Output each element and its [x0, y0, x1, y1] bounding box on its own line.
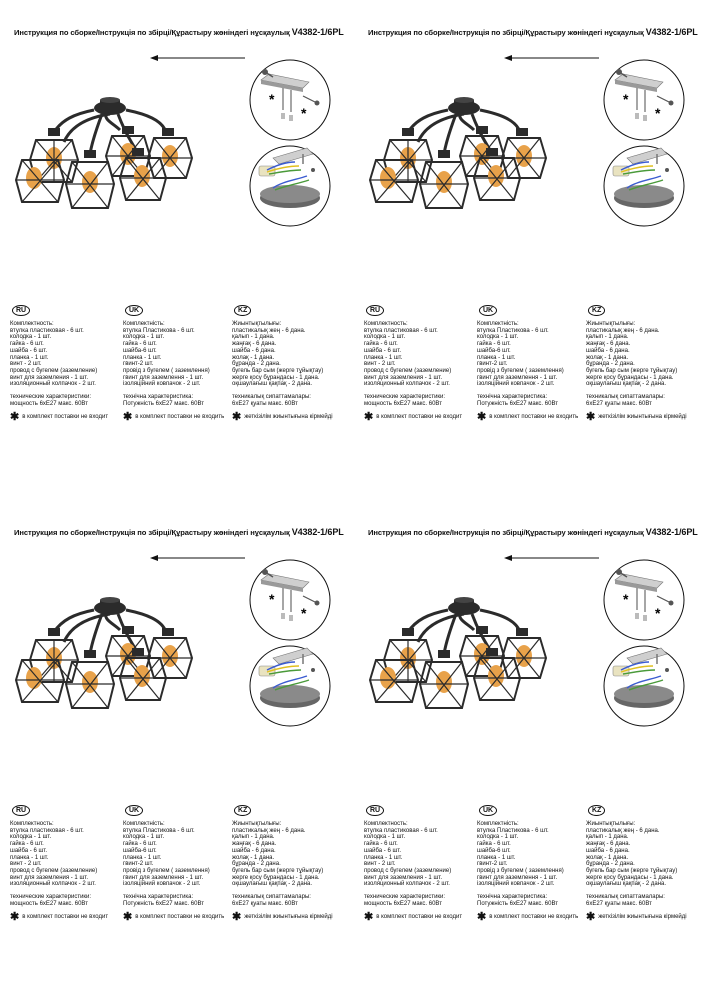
tech-heading: техникалық сипаттамалары:: [232, 894, 311, 901]
section-ru: [364, 305, 474, 424]
kit-heading: Комплектність:: [477, 821, 519, 827]
kit-item: жаңғақ - 6 дана.: [586, 841, 631, 848]
kit-heading: Комплектность:: [364, 321, 408, 327]
kit-item: пластикалық жең - 6 дана.: [586, 327, 660, 334]
kit-item: планка - 1 шт.: [123, 354, 162, 361]
kit-item: гайка - 6 шт.: [10, 841, 44, 848]
kit-item: шайба - 6 шт.: [364, 847, 402, 854]
language-badge-kz: KZ: [588, 305, 605, 316]
pointer-arrow: [504, 552, 599, 564]
pointer-arrow: [504, 52, 599, 64]
kit-item: провод с бугелем (заземление): [10, 367, 98, 374]
kit-item: шайба-6 шт.: [123, 347, 157, 354]
kit-item: провід з бугелем ( заземлення): [477, 367, 564, 374]
not-included-note: [477, 411, 589, 424]
model-number: V4382-1/6PL: [291, 27, 344, 37]
kit-item: бұранда - 2 дана.: [586, 361, 635, 368]
not-included-note: [10, 411, 120, 424]
section-ru: [10, 805, 120, 924]
kit-item: винт для заземления - 1 шт.: [364, 374, 443, 381]
kit-item: гайка - 6 шт.: [364, 341, 398, 348]
tech-value: мощность 6хЕ27 макс. 60Вт: [10, 400, 88, 407]
shade-right-back: [502, 128, 546, 178]
star-mark: *: [269, 591, 275, 607]
not-included-note: [364, 911, 474, 924]
section-uk: [123, 305, 235, 424]
note-text: в комплект поставки не входит: [376, 914, 463, 921]
star-icon: ✱: [364, 911, 374, 924]
kit-item: шайба - 6 дана.: [586, 847, 630, 854]
kit-item: шайба - 6 дана.: [232, 347, 276, 354]
kit-item: қалып - 1 дана.: [232, 834, 275, 841]
section-uk: [477, 805, 589, 924]
tech-value: мощность 6хЕ27 макс. 60Вт: [364, 400, 442, 407]
kit-item: жаңғақ - 6 дана.: [232, 841, 277, 848]
star-mark: *: [655, 105, 661, 121]
kit-item: винт для заземления - 1 шт.: [10, 874, 89, 881]
tech-heading: техникалық сипаттамалары:: [586, 894, 665, 901]
note-text: жеткізілім жиынтығына кірмейді: [598, 914, 687, 921]
tech-value: Потужність 6хЕ27 макс. 60Вт: [123, 400, 204, 407]
kit-item: винт для заземления - 1 шт.: [10, 374, 89, 381]
kit-item: жерге қосу бұрандасы - 1 дана.: [232, 374, 320, 381]
star-mark: *: [655, 605, 661, 621]
kit-item: бугель бар сым (жерге тұйықтау): [586, 867, 678, 874]
kit-item: пластикалық жең - 6 дана.: [232, 827, 306, 834]
kit-item: гайка - 6 шт.: [477, 841, 511, 848]
chandelier-illustration: [14, 80, 199, 230]
kit-item: планка - 1 шт.: [123, 854, 162, 861]
kit-item: провід з бугелем ( заземлення): [477, 867, 564, 874]
kit-item: шайба-6 шт.: [477, 847, 511, 854]
section-uk: [123, 805, 235, 924]
kit-item: шайба - 6 дана.: [586, 347, 630, 354]
star-mark: *: [301, 105, 307, 121]
kit-item: втулка Пластикова - 6 шт.: [123, 327, 195, 334]
kit-item: жолақ - 1 дана.: [586, 854, 629, 861]
kit-item: гайка - 6 шт.: [123, 341, 157, 348]
tech-value: Потужність 6хЕ27 макс. 60Вт: [477, 400, 558, 407]
not-included-note: [232, 911, 350, 924]
section-uk: [477, 305, 589, 424]
kit-item: бұранда - 2 дана.: [232, 861, 281, 868]
mounting-detail: [597, 58, 691, 228]
kit-heading: Жиынтықтылығы:: [232, 821, 282, 827]
shade-right-back: [148, 128, 192, 178]
kit-item: ізоляційний ковпачок - 2 шт.: [477, 381, 555, 388]
tech-heading: технические характеристики:: [364, 394, 446, 401]
not-included-note: [10, 911, 120, 924]
title-text: Инструкция по сборке/Інструкція по збірці/Құрастыру жөніндегі нұсқаулық: [14, 28, 292, 37]
tech-value: мощность 6хЕ27 макс. 60Вт: [364, 900, 442, 907]
kit-item: винт - 2 шт.: [364, 361, 396, 368]
star-icon: ✱: [364, 411, 374, 424]
kit-item: втулка пластиковая - 6 шт.: [10, 827, 84, 834]
kit-item: гвинт-2 шт.: [123, 861, 154, 868]
kit-item: пластикалық жең - 6 дана.: [232, 327, 306, 334]
kit-item: планка - 1 шт.: [477, 854, 516, 861]
kit-item: изоляционный колпачок - 2 шт.: [10, 881, 96, 888]
chandelier-illustration: [368, 80, 553, 230]
section-kz: [232, 305, 350, 424]
kit-item: жаңғақ - 6 дана.: [232, 341, 277, 348]
kit-item: колодка - 1 шт.: [364, 334, 406, 341]
kit-item: бугель бар сым (жерге тұйықтау): [232, 367, 324, 374]
tech-heading: технические характеристики:: [364, 894, 446, 901]
star-mark: *: [623, 91, 629, 107]
kit-item: пластикалық жең - 6 дана.: [586, 827, 660, 834]
kit-item: винт - 2 шт.: [10, 861, 42, 868]
tech-value: Потужність 6хЕ27 макс. 60Вт: [477, 900, 558, 907]
kit-item: оқшаулағыш қақпақ - 2 дана.: [586, 881, 667, 888]
kit-item: гайка - 6 шт.: [123, 841, 157, 848]
sheet-title: [368, 27, 698, 37]
section-kz: [586, 305, 704, 424]
kit-item: винт - 2 шт.: [364, 861, 396, 868]
kit-item: қалып - 1 дана.: [232, 334, 275, 341]
kit-item: втулка Пластикова - 6 шт.: [123, 827, 195, 834]
kit-item: гвинт для заземлення - 1 шт.: [123, 374, 204, 381]
tech-value: 6хЕ27 қуаты макс. 60Вт: [232, 900, 298, 907]
kit-item: провод с бугелем (заземление): [10, 867, 98, 874]
kit-item: провід з бугелем ( заземлення): [123, 367, 210, 374]
tech-heading: техникалық сипаттамалары:: [232, 394, 311, 401]
model-number: V4382-1/6PL: [645, 27, 698, 37]
instruction-sheet-top-left: [0, 0, 353, 500]
language-badge-ru: RU: [366, 805, 384, 816]
language-badge-uk: UK: [125, 305, 143, 316]
kit-item: втулка Пластикова - 6 шт.: [477, 827, 549, 834]
tech-heading: технічна характеристика:: [123, 394, 194, 401]
not-included-note: [586, 911, 704, 924]
sheet-title: [14, 527, 344, 537]
kit-item: колодка - 1 шт.: [10, 334, 52, 341]
tech-heading: технічна характеристика:: [477, 894, 548, 901]
model-number: V4382-1/6PL: [645, 527, 698, 537]
language-badge-uk: UK: [479, 305, 497, 316]
language-badge-kz: KZ: [588, 805, 605, 816]
note-text: жеткізілім жиынтығына кірмейді: [244, 914, 333, 921]
chandelier-illustration: [14, 580, 199, 730]
star-icon: ✱: [232, 911, 242, 924]
star-icon: ✱: [477, 911, 487, 924]
kit-item: жерге қосу бұрандасы - 1 дана.: [586, 874, 674, 881]
kit-item: планка - 1 шт.: [364, 854, 403, 861]
note-text: жеткізілім жиынтығына кірмейді: [598, 414, 687, 421]
kit-heading: Комплектність:: [123, 821, 165, 827]
kit-item: планка - 1 шт.: [364, 354, 403, 361]
tech-heading: технические характеристики:: [10, 394, 92, 401]
kit-item: провод с бугелем (заземление): [364, 367, 452, 374]
mounting-detail: [597, 558, 691, 728]
kit-heading: Комплектність:: [123, 321, 165, 327]
kit-item: жолақ - 1 дана.: [232, 354, 275, 361]
star-icon: ✱: [123, 911, 133, 924]
kit-item: винт для заземления - 1 шт.: [364, 874, 443, 881]
star-icon: ✱: [586, 911, 596, 924]
kit-item: бұранда - 2 дана.: [232, 361, 281, 368]
kit-item: провід з бугелем ( заземлення): [123, 867, 210, 874]
star-icon: ✱: [123, 411, 133, 424]
not-included-note: [123, 411, 235, 424]
kit-item: изоляционный колпачок - 2 шт.: [364, 381, 450, 388]
kit-item: ізоляційний ковпачок - 2 шт.: [123, 381, 201, 388]
shade-right-back: [502, 628, 546, 678]
star-mark: *: [269, 91, 275, 107]
kit-heading: Жиынтықтылығы:: [586, 321, 636, 327]
kit-item: колодка - 1 шт.: [123, 834, 165, 841]
kit-item: қалып - 1 дана.: [586, 834, 629, 841]
kit-heading: Комплектность:: [10, 321, 54, 327]
kit-item: жолақ - 1 дана.: [232, 854, 275, 861]
sheet-title: [14, 27, 344, 37]
language-badge-ru: RU: [366, 305, 384, 316]
kit-item: колодка - 1 шт.: [364, 834, 406, 841]
note-text: в комплект поставки не входить: [489, 914, 579, 921]
note-text: в комплект поставки не входит: [22, 914, 109, 921]
instruction-sheet-bottom-right: [354, 500, 707, 1000]
instruction-sheet-bottom-left: [0, 500, 353, 1000]
kit-item: втулка Пластикова - 6 шт.: [477, 327, 549, 334]
language-badge-kz: KZ: [234, 305, 251, 316]
kit-item: изоляционный колпачок - 2 шт.: [364, 881, 450, 888]
title-text: Инструкция по сборке/Інструкція по збірці/Құрастыру жөніндегі нұсқаулық: [14, 528, 292, 537]
kit-heading: Жиынтықтылығы:: [586, 821, 636, 827]
mounting-detail: [243, 558, 337, 728]
section-ru: [10, 305, 120, 424]
kit-item: оқшаулағыш қақпақ - 2 дана.: [232, 881, 313, 888]
language-badge-uk: UK: [479, 805, 497, 816]
kit-heading: Жиынтықтылығы:: [232, 321, 282, 327]
kit-item: жерге қосу бұрандасы - 1 дана.: [232, 874, 320, 881]
tech-value: Потужність 6хЕ27 макс. 60Вт: [123, 900, 204, 907]
kit-item: қалып - 1 дана.: [586, 334, 629, 341]
kit-item: шайба-6 шт.: [477, 347, 511, 354]
kit-item: планка - 1 шт.: [10, 354, 49, 361]
title-text: Инструкция по сборке/Інструкція по збірці/Құрастыру жөніндегі нұсқаулық: [368, 28, 646, 37]
note-text: в комплект поставки не входит: [22, 414, 109, 421]
kit-item: провод с бугелем (заземление): [364, 867, 452, 874]
tech-value: 6хЕ27 қуаты макс. 60Вт: [586, 400, 652, 407]
language-badge-uk: UK: [125, 805, 143, 816]
kit-item: шайба-6 шт.: [123, 847, 157, 854]
kit-item: жерге қосу бұрандасы - 1 дана.: [586, 374, 674, 381]
kit-item: жолақ - 1 дана.: [586, 354, 629, 361]
kit-item: втулка пластиковая - 6 шт.: [10, 327, 84, 334]
not-included-note: [477, 911, 589, 924]
kit-item: гвинт-2 шт.: [123, 361, 154, 368]
kit-item: шайба - 6 дана.: [232, 847, 276, 854]
kit-item: бұранда - 2 дана.: [586, 861, 635, 868]
section-ru: [364, 805, 474, 924]
note-text: в комплект поставки не входить: [135, 914, 225, 921]
star-icon: ✱: [232, 411, 242, 424]
chandelier-illustration: [368, 580, 553, 730]
instruction-sheet-top-right: [354, 0, 707, 500]
kit-item: шайба - 6 шт.: [364, 347, 402, 354]
kit-heading: Комплектність:: [477, 321, 519, 327]
tech-heading: технічна характеристика:: [123, 894, 194, 901]
kit-item: жаңғақ - 6 дана.: [586, 341, 631, 348]
star-mark: *: [301, 605, 307, 621]
kit-heading: Комплектность:: [364, 821, 408, 827]
tech-value: мощность 6хЕ27 макс. 60Вт: [10, 900, 88, 907]
star-icon: ✱: [10, 411, 20, 424]
section-kz: [232, 805, 350, 924]
tech-heading: техникалық сипаттамалары:: [586, 394, 665, 401]
kit-item: колодка - 1 шт.: [477, 834, 519, 841]
kit-item: гвинт для заземлення - 1 шт.: [477, 874, 558, 881]
kit-item: гвинт для заземлення - 1 шт.: [123, 874, 204, 881]
kit-item: втулка пластиковая - 6 шт.: [364, 827, 438, 834]
kit-item: оқшаулағыш қақпақ - 2 дана.: [586, 381, 667, 388]
model-number: V4382-1/6PL: [291, 527, 344, 537]
not-included-note: [586, 411, 704, 424]
kit-item: колодка - 1 шт.: [10, 834, 52, 841]
language-badge-ru: RU: [12, 805, 30, 816]
kit-item: изоляционный колпачок - 2 шт.: [10, 381, 96, 388]
not-included-note: [123, 911, 235, 924]
star-icon: ✱: [10, 911, 20, 924]
kit-item: винт - 2 шт.: [10, 361, 42, 368]
sheet-title: [368, 527, 698, 537]
note-text: в комплект поставки не входить: [489, 414, 579, 421]
kit-item: колодка - 1 шт.: [477, 334, 519, 341]
kit-item: гвинт-2 шт.: [477, 361, 508, 368]
language-badge-kz: KZ: [234, 805, 251, 816]
pointer-arrow: [150, 52, 245, 64]
kit-heading: Комплектность:: [10, 821, 54, 827]
section-kz: [586, 805, 704, 924]
star-mark: *: [623, 591, 629, 607]
pointer-arrow: [150, 552, 245, 564]
star-icon: ✱: [586, 411, 596, 424]
not-included-note: [364, 411, 474, 424]
mounting-detail: [243, 58, 337, 228]
kit-item: шайба - 6 шт.: [10, 847, 48, 854]
kit-item: гайка - 6 шт.: [10, 341, 44, 348]
star-icon: ✱: [477, 411, 487, 424]
note-text: жеткізілім жиынтығына кірмейді: [244, 414, 333, 421]
kit-item: гайка - 6 шт.: [364, 841, 398, 848]
kit-item: ізоляційний ковпачок - 2 шт.: [123, 881, 201, 888]
tech-heading: технические характеристики:: [10, 894, 92, 901]
note-text: в комплект поставки не входит: [376, 414, 463, 421]
kit-item: планка - 1 шт.: [10, 854, 49, 861]
kit-item: бугель бар сым (жерге тұйықтау): [232, 867, 324, 874]
kit-item: гвинт для заземлення - 1 шт.: [477, 374, 558, 381]
language-badge-ru: RU: [12, 305, 30, 316]
tech-value: 6хЕ27 қуаты макс. 60Вт: [232, 400, 298, 407]
tech-heading: технічна характеристика:: [477, 394, 548, 401]
kit-item: гвинт-2 шт.: [477, 861, 508, 868]
kit-item: бугель бар сым (жерге тұйықтау): [586, 367, 678, 374]
kit-item: втулка пластиковая - 6 шт.: [364, 327, 438, 334]
shade-right-back: [148, 628, 192, 678]
kit-item: ізоляційний ковпачок - 2 шт.: [477, 881, 555, 888]
kit-item: оқшаулағыш қақпақ - 2 дана.: [232, 381, 313, 388]
not-included-note: [232, 411, 350, 424]
kit-item: гайка - 6 шт.: [477, 341, 511, 348]
title-text: Инструкция по сборке/Інструкція по збірці/Құрастыру жөніндегі нұсқаулық: [368, 528, 646, 537]
kit-item: планка - 1 шт.: [477, 354, 516, 361]
note-text: в комплект поставки не входить: [135, 414, 225, 421]
tech-value: 6хЕ27 қуаты макс. 60Вт: [586, 900, 652, 907]
kit-item: шайба - 6 шт.: [10, 347, 48, 354]
kit-item: колодка - 1 шт.: [123, 334, 165, 341]
